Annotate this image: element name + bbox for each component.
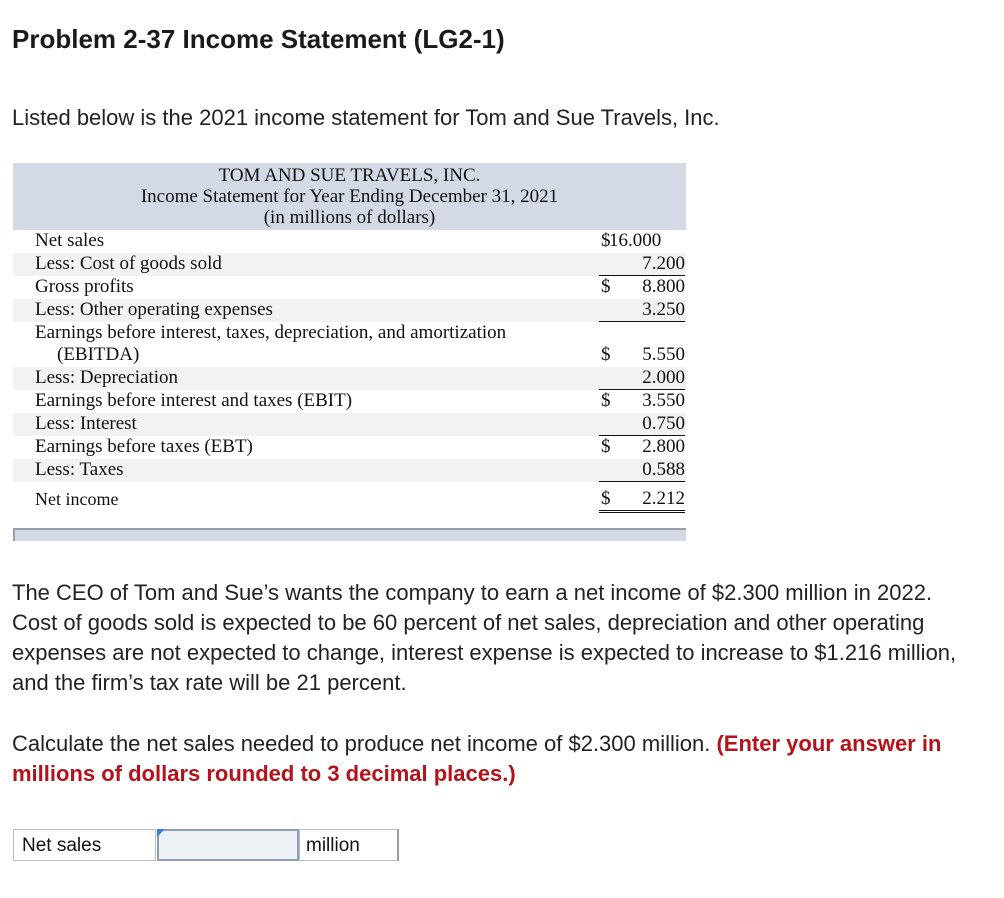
currency-sign: $ [601, 436, 611, 457]
statement-row-net-sales [13, 230, 686, 253]
row-value: 5.550 [642, 344, 685, 365]
row-value: 0.588 [642, 459, 685, 480]
statement-units: (in millions of dollars) [263, 207, 436, 228]
row-label: Net sales [35, 230, 105, 251]
row-label: Earnings before taxes (EBT) [35, 436, 253, 457]
currency-sign: $ [601, 230, 611, 251]
row-value: 0.750 [642, 413, 685, 434]
question-paragraph [12, 729, 982, 789]
row-value: 2.800 [642, 436, 685, 457]
row-label: Net income [35, 489, 119, 509]
row-value: 3.550 [642, 390, 685, 411]
row-value: 3.250 [642, 299, 685, 320]
statement-header [13, 163, 686, 230]
currency-sign: $ [601, 276, 611, 297]
row-value: 8.800 [642, 276, 685, 297]
input-corner-flag-icon [157, 829, 165, 837]
statement-row-ebit [13, 390, 686, 413]
problem-intro: Listed below is the 2021 income statement for Tom and Sue Travels, Inc. [12, 105, 720, 130]
row-label: Earnings before interest and taxes (EBIT) [35, 390, 353, 411]
row-label: Less: Depreciation [35, 367, 178, 388]
row-amount [599, 436, 685, 458]
statement-row-ebitda [13, 322, 686, 367]
statement-row-cogs [13, 253, 686, 276]
statement-row-net-income [13, 482, 686, 516]
question-prompt: Calculate the net sales needed to produce net income of $2.300 million. [12, 731, 711, 756]
statement-footer-edge [13, 528, 15, 541]
statement-row-interest [13, 413, 686, 436]
net-sales-answer-input[interactable] [157, 829, 299, 861]
answer-unit: million [299, 829, 399, 861]
row-label: Less: Cost of goods sold [35, 253, 222, 274]
statement-row-ebt [13, 436, 686, 459]
statement-row-taxes [13, 459, 686, 482]
row-amount [599, 253, 685, 276]
row-label: Earnings before interest, taxes, depreciation, and amortization [35, 322, 507, 343]
row-amount [599, 459, 685, 482]
row-value: 16.000 [609, 230, 662, 251]
row-amount [599, 299, 685, 322]
answer-label: Net sales [13, 829, 156, 861]
scenario-paragraph: The CEO of Tom and Sue’s wants the company to earn a net income of $2.300 million in 2022. Cost of goods sold is expected to be 60 percent of net sales, depreciation and other operating expenses are not expected to change, interest expense is expected to increase to $1.216 million, and the firm’s tax rate will be 21 percent. [12, 580, 957, 695]
row-amount [599, 344, 685, 366]
statement-row-depreciation [13, 367, 686, 390]
statement-row-gross-profits [13, 276, 686, 299]
answer-row [13, 829, 399, 863]
statement-company-name: TOM AND SUE TRAVELS, INC. [218, 165, 481, 186]
row-label: Less: Taxes [35, 459, 124, 480]
row-label-continued: (EBITDA) [57, 344, 140, 365]
problem-title: Problem 2-37 Income Statement (LG2-1) [12, 24, 505, 54]
row-amount [599, 488, 685, 513]
statement-footer-bar [13, 528, 686, 541]
statement-subtitle: Income Statement for Year Ending December 31, 2021 [140, 186, 559, 207]
row-amount [599, 276, 685, 298]
row-label: Less: Other operating expenses [35, 299, 273, 320]
row-amount [599, 230, 685, 252]
row-amount [599, 390, 685, 412]
row-value: 7.200 [642, 253, 685, 274]
row-label: Less: Interest [35, 413, 137, 434]
row-value: 2.212 [642, 488, 685, 509]
income-statement-table [13, 163, 686, 539]
statement-row-other-opex [13, 299, 686, 322]
currency-sign: $ [601, 344, 611, 365]
currency-sign: $ [601, 488, 611, 509]
answer-instruction: (Enter your answer in millions of dollars rounded to 3 decimal places.) [12, 731, 942, 786]
row-value: 2.000 [642, 367, 685, 388]
currency-sign: $ [601, 390, 611, 411]
row-label: Gross profits [35, 276, 134, 297]
row-amount [599, 367, 685, 390]
row-amount [599, 413, 685, 436]
